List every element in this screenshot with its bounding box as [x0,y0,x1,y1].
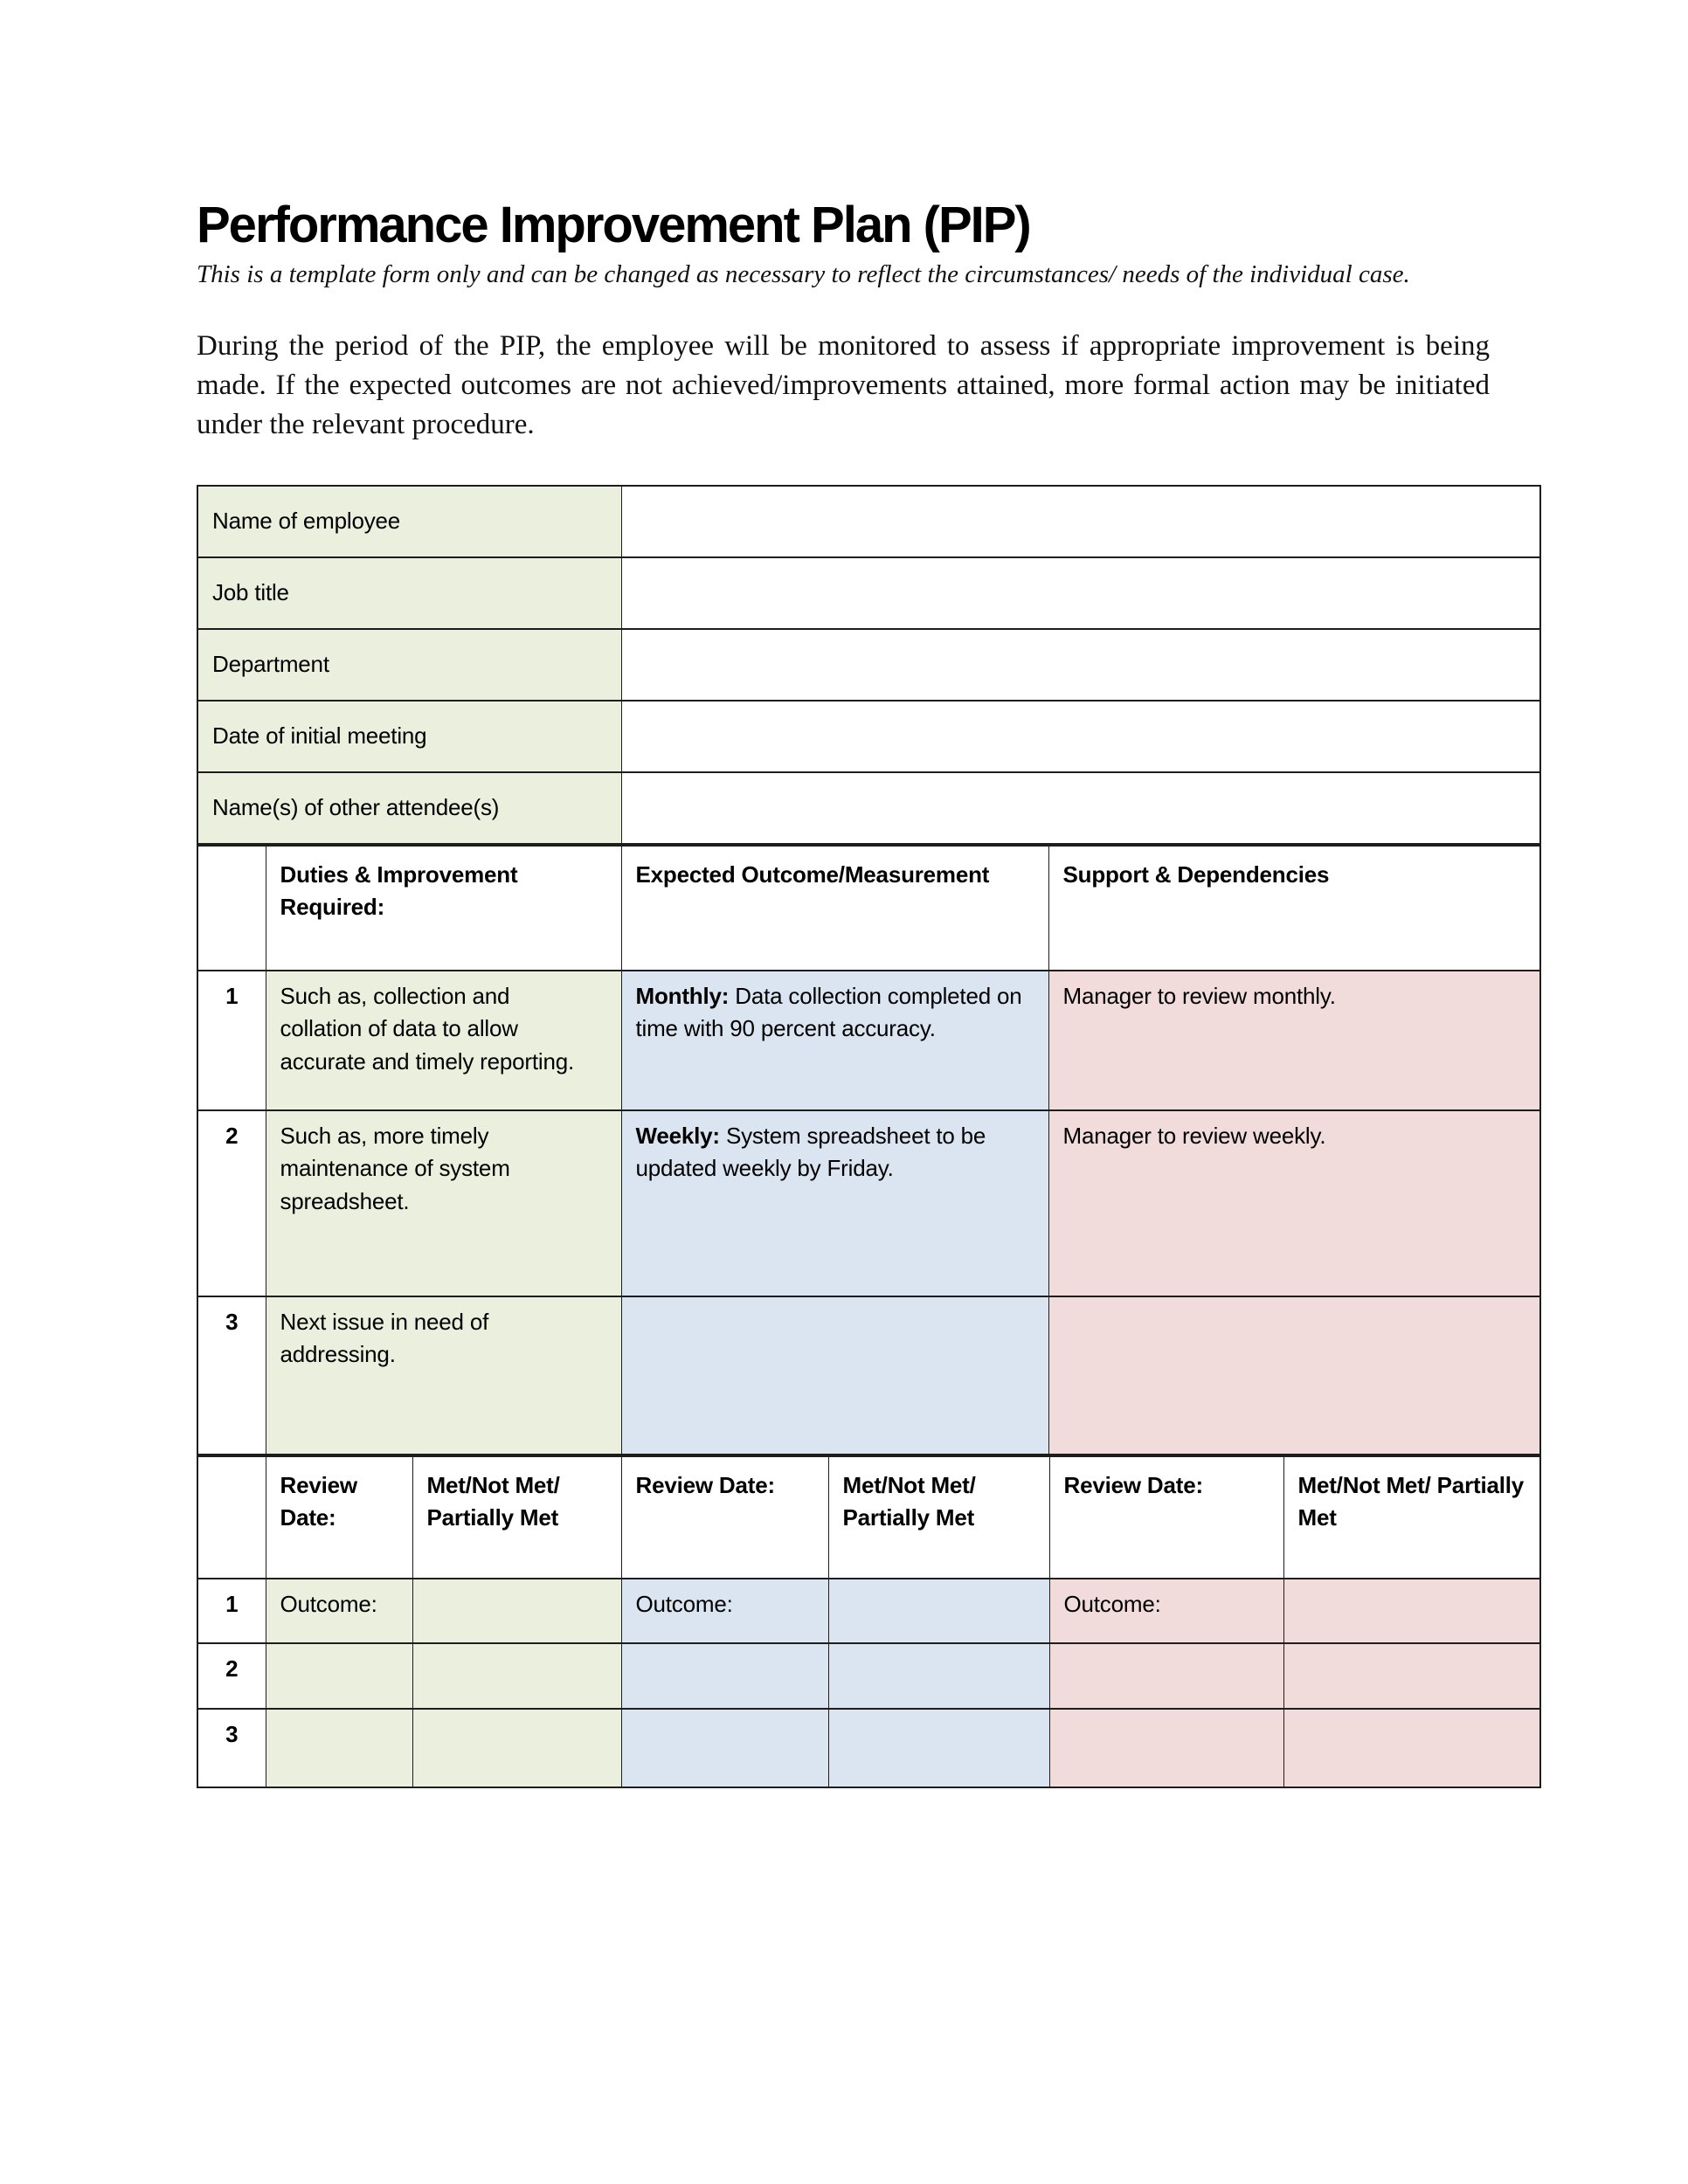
review-header-date-1: Review Date: [266,1456,412,1579]
row-number: 1 [197,1579,266,1643]
employee-info-table [197,485,1541,845]
form-tables [197,485,1539,1788]
review-header-met-3: Met/Not Met/ Partially Met [1283,1456,1540,1579]
info-label-date-of-initial-meeting: Date of initial meeting [197,701,621,772]
expected-cell-1[interactable] [621,971,1048,1110]
info-value-department[interactable] [621,629,1540,701]
plan-header-row [197,846,1540,971]
plan-row-3 [197,1296,1540,1455]
expected-text: Data collection completed on time with 90 percent accuracy. [635,982,1022,1042]
expected-cell-2[interactable] [621,1110,1048,1296]
outcome-cell-3-green[interactable] [266,1709,412,1787]
info-value-date-of-initial-meeting[interactable] [621,701,1540,772]
review-header-number [197,1456,266,1579]
support-cell-1[interactable]: Manager to review monthly. [1048,971,1540,1110]
info-value-other-attendees[interactable] [621,772,1540,844]
outcome-cell-1-green[interactable]: Outcome: [266,1579,412,1643]
row-number: 2 [197,1110,266,1296]
info-label-other-attendees: Name(s) of other attendee(s) [197,772,621,844]
plan-header-expected: Expected Outcome/Measurement [621,846,1048,971]
expected-frequency-label: Monthly: [635,982,730,1009]
plan-header-duties: Duties & Improvement Required: [266,846,621,971]
row-number: 1 [197,971,266,1110]
expected-text: System spreadsheet to be updated weekly by Friday. [635,1122,986,1182]
outcome-cell-1-pink[interactable]: Outcome: [1049,1579,1283,1643]
review-header-date-3: Review Date: [1049,1456,1283,1579]
support-cell-2[interactable]: Manager to review weekly. [1048,1110,1540,1296]
met-cell-1-pink[interactable] [1283,1579,1540,1643]
plan-header-number [197,846,266,971]
info-row-date-of-initial-meeting [197,701,1540,772]
review-row-3 [197,1709,1540,1787]
met-cell-1-green[interactable] [412,1579,621,1643]
info-value-job-title[interactable] [621,557,1540,629]
page-title: Performance Improvement Plan (PIP) [197,197,1030,253]
outcome-cell-2-pink[interactable] [1049,1643,1283,1709]
review-header-date-2: Review Date: [621,1456,828,1579]
info-row-name-of-employee [197,486,1540,557]
review-row-1 [197,1579,1540,1643]
review-header-met-2: Met/Not Met/ Partially Met [828,1456,1049,1579]
outcome-cell-2-green[interactable] [266,1643,412,1709]
met-cell-3-blue[interactable] [828,1709,1049,1787]
plan-row-2 [197,1110,1540,1296]
row-number: 3 [197,1296,266,1455]
info-label-name-of-employee: Name of employee [197,486,621,557]
info-row-job-title [197,557,1540,629]
review-header-met-1: Met/Not Met/ Partially Met [412,1456,621,1579]
met-cell-3-green[interactable] [412,1709,621,1787]
outcome-cell-2-blue[interactable] [621,1643,828,1709]
info-value-name-of-employee[interactable] [621,486,1540,557]
outcome-cell-1-blue[interactable]: Outcome: [621,1579,828,1643]
review-row-2 [197,1643,1540,1709]
duties-cell-2[interactable]: Such as, more timely maintenance of system spreadsheet. [266,1110,621,1296]
met-cell-1-blue[interactable] [828,1579,1049,1643]
duties-cell-1[interactable]: Such as, collection and collation of data to allow accurate and timely reporting. [266,971,621,1110]
met-cell-3-pink[interactable] [1283,1709,1540,1787]
duties-cell-3[interactable]: Next issue in need of addressing. [266,1296,621,1455]
expected-cell-3[interactable] [621,1296,1048,1455]
info-row-other-attendees [197,772,1540,844]
review-header-row [197,1456,1540,1579]
row-number: 2 [197,1643,266,1709]
plan-header-support: Support & Dependencies [1048,846,1540,971]
review-table [197,1455,1541,1788]
support-cell-3[interactable] [1048,1296,1540,1455]
info-label-job-title: Job title [197,557,621,629]
plan-row-1 [197,971,1540,1110]
info-label-department: Department [197,629,621,701]
outcome-cell-3-pink[interactable] [1049,1709,1283,1787]
outcome-cell-3-blue[interactable] [621,1709,828,1787]
info-row-department [197,629,1540,701]
intro-paragraph: During the period of the PIP, the employee will be monitored to assess if appropriate improvement is being made. If the expected outcomes are not achieved/improvements attained, more formal action may be initiated under the relevant procedure. [197,329,1490,440]
plan-table [197,845,1541,1455]
met-cell-2-blue[interactable] [828,1643,1049,1709]
met-cell-2-pink[interactable] [1283,1643,1540,1709]
met-cell-2-green[interactable] [412,1643,621,1709]
expected-frequency-label: Weekly: [635,1122,720,1149]
row-number: 3 [197,1709,266,1787]
page-subtitle: This is a template form only and can be changed as necessary to reflect the circumstances/ needs of the individual case. [197,260,1410,289]
